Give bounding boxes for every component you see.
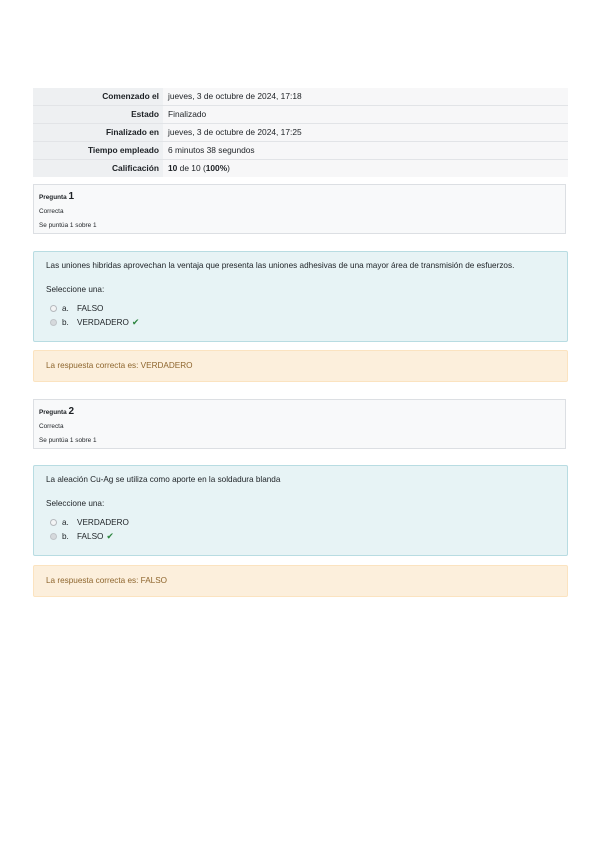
- question-info-2: [33, 399, 566, 449]
- answer-text: FALSO: [77, 303, 104, 313]
- right-answer-feedback-2: [33, 565, 568, 597]
- feedback-text: La respuesta correcta es: VERDADERO: [46, 361, 193, 370]
- question-label: Pregunta: [39, 409, 67, 416]
- question-state: Correcta: [39, 208, 64, 215]
- answer-text: FALSO: [77, 531, 104, 541]
- summary-value: jueves, 3 de octubre de 2024, 17:25: [163, 124, 568, 142]
- answer-text: VERDADERO: [77, 317, 129, 327]
- summary-row-time-taken: [33, 142, 568, 160]
- answer-letter: a.: [62, 303, 69, 313]
- summary-label: Calificación: [33, 160, 163, 178]
- answer-letter: b.: [62, 317, 69, 327]
- summary-row-grade: [33, 160, 568, 178]
- answer-option-a[interactable]: [46, 515, 555, 529]
- right-answer-feedback-1: [33, 350, 568, 382]
- summary-value: 6 minutos 38 segundos: [163, 142, 568, 160]
- feedback-text: La respuesta correcta es: FALSO: [46, 576, 168, 585]
- summary-label: Tiempo empleado: [33, 142, 163, 160]
- summary-label: Finalizado en: [33, 124, 163, 142]
- answer-prompt: Seleccione una:: [46, 499, 105, 508]
- attempt-summary-table: [33, 88, 568, 177]
- answer-option-a[interactable]: [46, 301, 555, 315]
- question-text: Las uniones hibridas aprovechan la ventaja que presenta las uniones adhesivas de una mayor área de transmisión de esfuerzos.: [46, 261, 515, 270]
- summary-value: jueves, 3 de octubre de 2024, 17:18: [163, 88, 568, 106]
- check-icon: ✔: [106, 530, 114, 541]
- summary-label: Estado: [33, 106, 163, 124]
- answer-letter: b.: [62, 531, 69, 541]
- radio-button-selected[interactable]: [50, 319, 57, 326]
- summary-row-state: [33, 106, 568, 124]
- check-icon: ✔: [131, 316, 140, 327]
- grade-close: ): [227, 163, 230, 173]
- summary-row-completed: [33, 124, 568, 142]
- question-info-1: [33, 184, 566, 234]
- question-number: 2: [68, 406, 75, 417]
- answer-option-b[interactable]: [46, 529, 555, 543]
- summary-value: Finalizado: [163, 106, 568, 124]
- question-number: 1: [68, 191, 75, 202]
- question-grade: Se puntúa 1 sobre 1: [39, 222, 97, 229]
- radio-button[interactable]: [50, 519, 57, 526]
- summary-row-started: [33, 88, 568, 106]
- answer-prompt: Seleccione una:: [46, 285, 105, 294]
- answer-letter: a.: [62, 517, 69, 527]
- question-text: La aleación Cu-Ag se utiliza como aporte en la soldadura blanda: [46, 475, 281, 484]
- summary-label: Comenzado el: [33, 88, 163, 106]
- answer-option-b[interactable]: [46, 315, 555, 329]
- question-state: Correcta: [39, 423, 64, 430]
- grade-score: 10: [168, 163, 178, 173]
- summary-value: [163, 160, 568, 178]
- question-grade: Se puntúa 1 sobre 1: [39, 437, 97, 444]
- radio-button-selected[interactable]: [50, 533, 57, 540]
- question-label: Pregunta: [39, 194, 67, 201]
- radio-button[interactable]: [50, 305, 57, 312]
- grade-out-of: de 10 (: [177, 163, 206, 173]
- grade-percent: 100%: [205, 163, 228, 173]
- question-formulation-2: [33, 465, 568, 556]
- question-formulation-1: [33, 251, 568, 342]
- answer-text: VERDADERO: [77, 517, 129, 527]
